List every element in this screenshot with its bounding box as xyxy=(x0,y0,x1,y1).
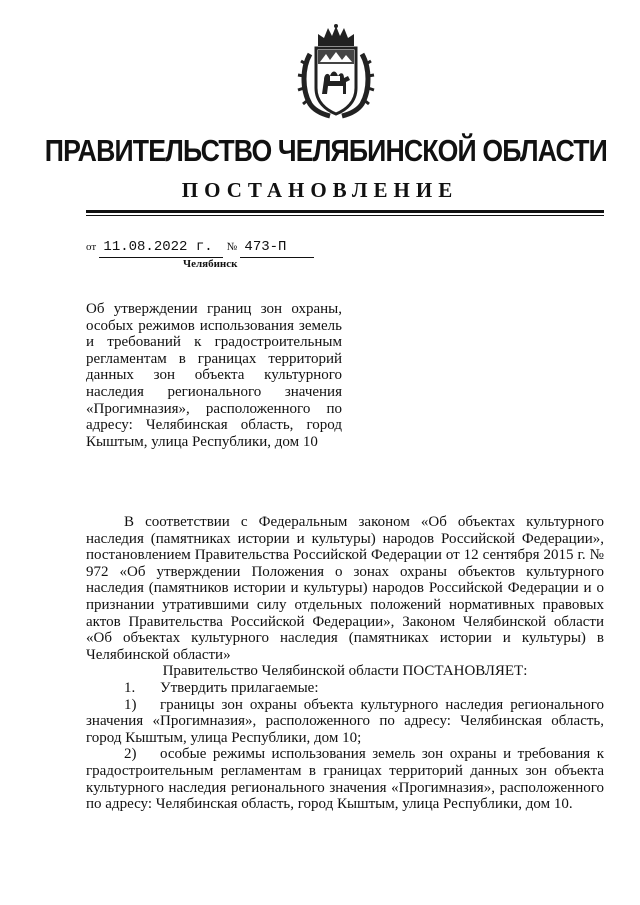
list-item xyxy=(86,746,604,812)
document-number: 473-П xyxy=(240,237,314,258)
item-number: 2) xyxy=(124,746,137,763)
item-text: границы зон охраны объекта культурного наследия регионального значения «Прогимназия», расположенного по адресу: Челябинская область, город Кыштым, улица Республики, дом 10; xyxy=(86,696,604,746)
document-date: 11.08.2022 г. xyxy=(99,237,223,258)
list-item xyxy=(86,680,604,697)
preamble-paragraph: В соответствии с Федеральным законом «Об объектах культурного наследия (памятниках истории и культуры) народов Российской Федерации», постановлением Правительства Российской Федерации от 12 сентября 2015 г. № 972 «Об утверждении Положения о зонах охраны объектов культурного наследия (памятников истории и культуры) народов Российской Федерации и о признании утратившими силу отдельных положений нормативных правовых актов Правительства Российской Федерации», Законом Челябинской области «Об объектах культурного наследия (памятниках истории и культуры) в Челябинской области» xyxy=(86,514,604,663)
item-number: 1. xyxy=(124,679,136,696)
from-label: от xyxy=(86,241,97,253)
document-body xyxy=(86,514,604,813)
list-item xyxy=(86,697,604,747)
item-number: 1) xyxy=(124,696,137,713)
header-rule-thin xyxy=(86,215,604,216)
organization-title: ПРАВИТЕЛЬСТВО ЧЕЛЯБИНСКОЙ ОБЛАСТИ xyxy=(44,133,607,168)
header-rule-thick xyxy=(86,210,604,213)
document-subject: Об утверждении границ зон охраны, особых режимов использования земель и требований к градостроительным регламентам в границах территорий данных зон объекта культурного наследия регионального значения «Прогимназия», расположенного по адресу: Челябинская область, город Кыштым, улица Республики, дом 10 xyxy=(86,301,342,450)
resolution-line: Правительство Челябинской области ПОСТАНОВЛЯЕТ: xyxy=(162,663,528,680)
number-label: № xyxy=(226,241,238,253)
date-number-line xyxy=(86,236,314,256)
item-text: Утвердить прилагаемые: xyxy=(160,679,319,696)
coat-of-arms-icon xyxy=(296,24,376,120)
issue-city: Челябинск xyxy=(183,258,238,270)
item-text: особые режимы использования земель зон охраны и требования к градостроительным регламентам в границах территорий данных зон объекта культурного наследия регионального значения «Прогимназия», расположенного по адресу: Челябинская область, город Кыштым, улица Республики, дом 10. xyxy=(86,746,604,813)
document-type: ПОСТАНОВЛЕНИЕ xyxy=(181,178,459,202)
